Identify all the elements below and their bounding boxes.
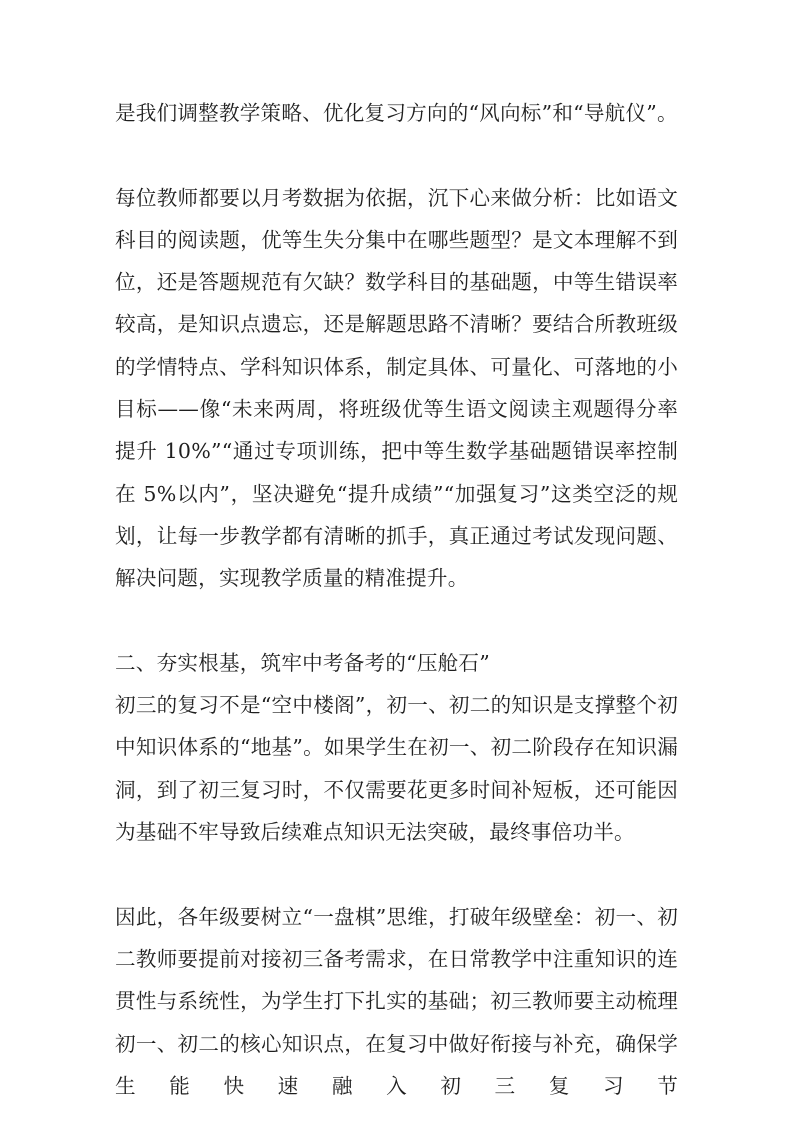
paragraph-monthly-exam-analysis: 每位教师都要以月考数据为依据，沉下心来做分析：比如语文科目的阅读题，优等生失分集中在哪些题型？是文本理解不到位，还是答题规范有欠缺？数学科目的基础题，中等生错误率较高，是知识点遗忘，还是解题思路不清晰？要结合所教班级的学情特点、学科知识体系，制定具体、可量化、可落地的小目标——像“未来两周，将班级优等生语文阅读主观题得分率提升 10%”“通过专项训练，把中等生数学基础题错误率控制在 5%以内”，坚决避免“提升成绩”“加强复习”这类空泛的规划，让每一步教学都有清晰的抓手，真正通过考试发现问题、解决问题，实现教学质量的精准提升。 (115, 185, 678, 591)
paragraph-continuation: 是我们调整教学策略、优化复习方向的“风向标”和“导航仪”。 (115, 101, 678, 125)
section-heading-2: 二、夯实根基，筑牢中考备考的“压舱石” (115, 650, 490, 675)
paragraph-grade-coordination: 因此，各年级要树立“一盘棋”思维，打破年级壁垒：初一、初二教师要提前对接初三备考需求，在日常教学中注重知识的连贯性与系统性，为学生打下扎实的基础；初三教师要主动梳理初一、初二的核心知识点，在复习中做好衔接与补充，确保学生能快速融入初三复习节 (115, 904, 678, 1098)
document-text-area (115, 92, 678, 1107)
paragraph-foundation-importance: 初三的复习不是“空中楼阁”，初一、初二的知识是支撑整个初中知识体系的“地基”。如果学生在初一、初二阶段存在知识漏洞，到了初三复习时，不仅需要花更多时间补短板，还可能因为基础不牢导致后续难点知识无法突破，最终事倍功半。 (115, 693, 678, 845)
